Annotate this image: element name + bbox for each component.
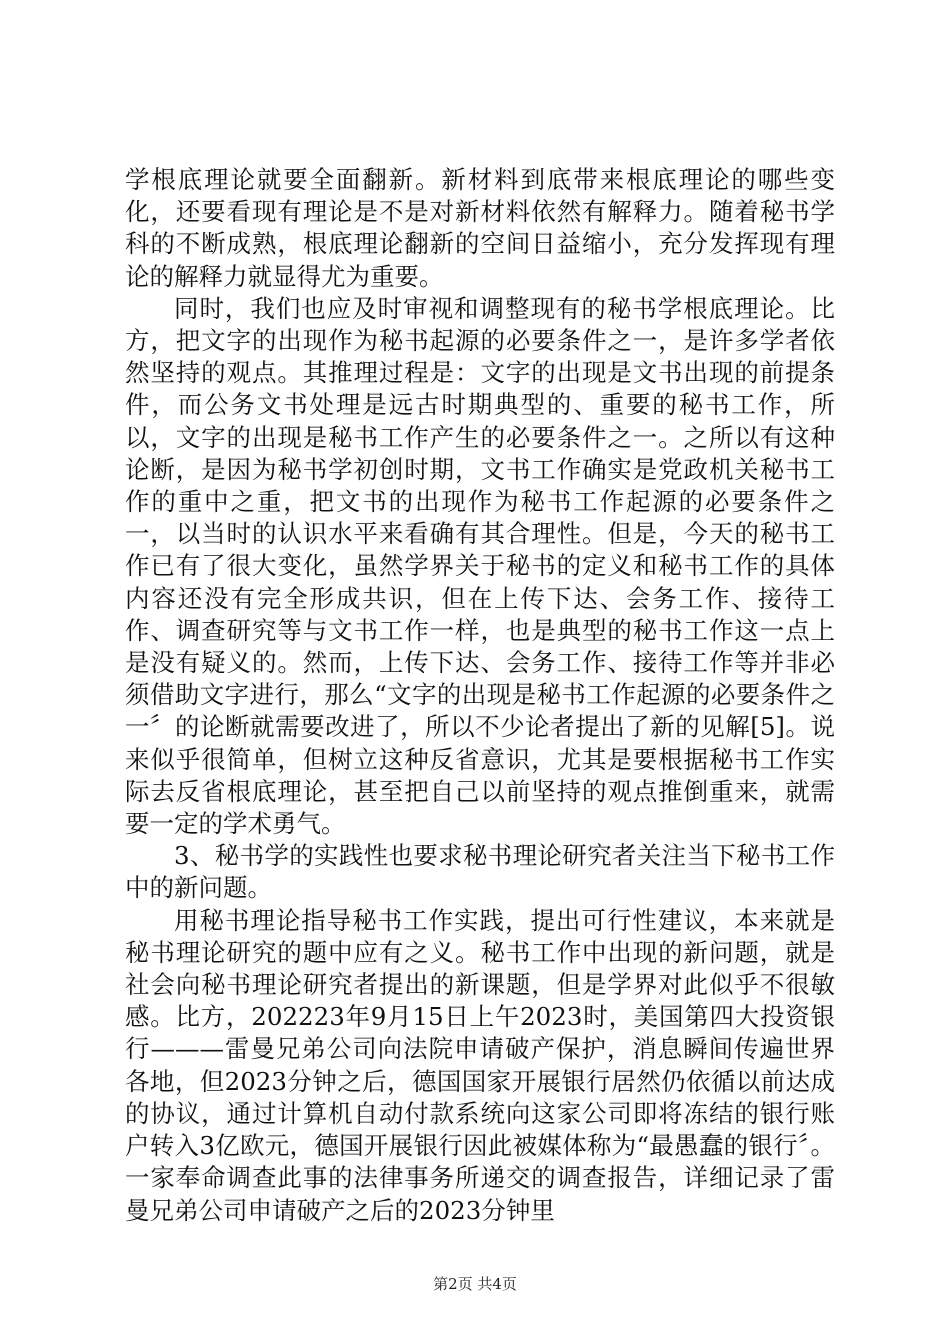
section-heading-practicality: 3、秘书学的实践性也要求秘书理论研究者关注当下秘书工作中的新问题。 [125,841,835,903]
paragraph-new-problems: 用秘书理论指导秘书工作实践，提出可行性建议，本来就是秘书理论研究的题中应有之义。秘书工作中出现的新问题，就是社会向秘书理论研究者提出的新课题，但是学界对此似乎不很敏感。比方，202223年9月15日上午2023时，美国第四大投资银行———雷曼兄弟公司向法院申请破产保护，消息瞬间传遍世界各地，但2023分钟之后，德国国家开展银行居然仍依循以前达成的协议，通过计算机自动付款系统向这家公司即将冻结的银行账户转入3亿欧元，德国开展银行因此被媒体称为“最愚蠢的银行〞。一家奉命调查此事的法律事务所递交的调查报告，详细记录了雷曼兄弟公司申请破产之后的2023分钟里 [125,905,835,1225]
paragraph-continuation: 学根底理论就要全面翻新。新材料到底带来根底理论的哪些变化，还要看现有理论是不是对新材料依然有解释力。随着秘书学科的不断成熟，根底理论翻新的空间日益缩小，充分发挥现有理论的解释力就显得尤为重要。 [125,165,835,291]
document-body [125,164,835,1227]
paragraph-theory-adjustment: 同时，我们也应及时审视和调整现有的秘书学根底理论。比方，把文字的出现作为秘书起源的必要条件之一，是许多学者依然坚持的观点。其推理过程是：文字的出现是文书出现的前提条件，而公务文书处理是远古时期典型的、重要的秘书工作，所以，文字的出现是秘书工作产生的必要条件之一。之所以有这种论断，是因为秘书学初创时期，文书工作确实是党政机关秘书工作的重中之重，把文书的出现作为秘书工作起源的必要条件之一，以当时的认识水平来看确有其合理性。但是，今天的秘书工作已有了很大变化，虽然学界关于秘书的定义和秘书工作的具体内容还没有完全形成共识，但在上传下达、会务工作、接待工作、调查研究等与文书工作一样，也是典型的秘书工作这一点上是没有疑义的。然而，上传下达、会务工作、接待工作等并非必须借助文字进行，那么“文字的出现是秘书工作起源的必要条件之一〞的论断就需要改进了，所以不少论者提出了新的见解[5]。说来似乎很简单，但树立这种反省意识，尤其是要根据秘书工作实际去反省根底理论，甚至把自己以前坚持的观点推倒重来，就需要一定的学术勇气。 [125,293,835,839]
page-footer: 第2页 共4页 [433,1275,517,1293]
